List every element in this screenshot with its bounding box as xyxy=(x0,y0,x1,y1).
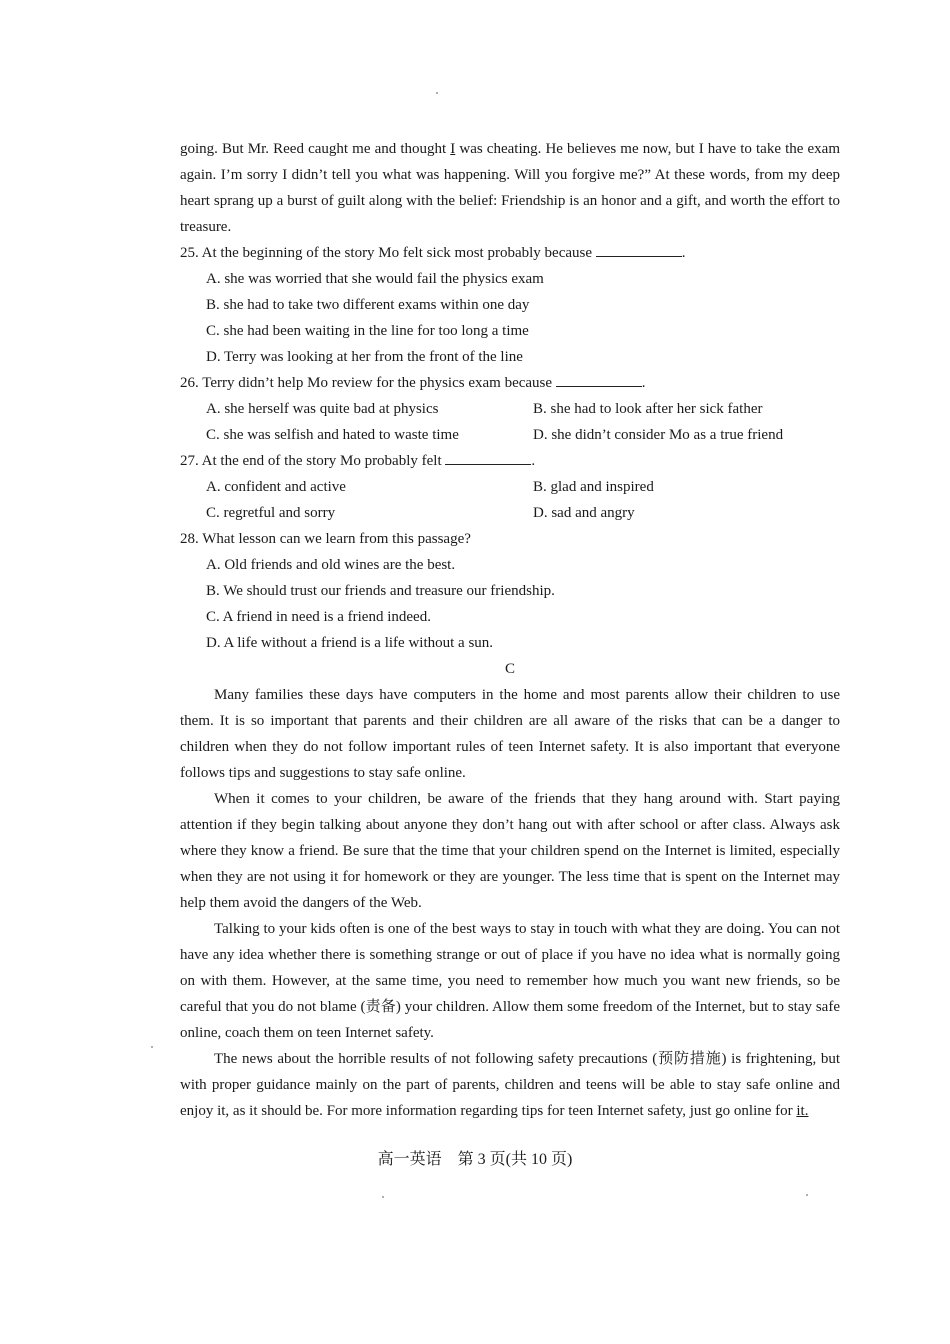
text-span: was cheating. He believes me now, but I have to take the exam again. I’m sorry I didn’t tell you what was happening. Will you forgive me?” At these words, from my deep heart sprang up a burst of guilt along with the belief: Friendship is an honor and a gift, and worth the effort to treasure. xyxy=(180,141,840,235)
question-stem: 28. What lesson can we learn from this passage? xyxy=(180,531,471,547)
text-span: going. But Mr. Reed caught me and thought xyxy=(180,141,451,157)
answer-blank xyxy=(556,372,642,387)
question-26 xyxy=(180,370,840,448)
stem-text: 26. Terry didn’t help Mo review for the physics exam because xyxy=(180,375,553,391)
question-stem: 27. At the end of the story Mo probably felt . xyxy=(180,448,840,474)
passage-c-paragraph-2: When it comes to your children, be aware of the friends that they hang around with. Start paying attention if they begin talking about anyone they don’t hang out with after school or after class. Always ask where they know a friend. Be sure that the time that your children spend on the Internet is limited, especially when they are not using it for homework or they are younger. The less time that is spent on the Internet may help them avoid the dangers of the Web. xyxy=(180,791,840,911)
section-heading: C xyxy=(504,661,515,677)
stem-text: 25. At the beginning of the story Mo felt sick most probably because xyxy=(180,245,593,261)
option-a: A. confident and active xyxy=(206,479,346,495)
stem-text: 27. At the end of the story Mo probably felt xyxy=(180,453,442,469)
passage-c-paragraph-4 xyxy=(180,1046,840,1124)
option-b: B. We should trust our friends and treasure our friendship. xyxy=(206,583,555,599)
options-row xyxy=(206,396,840,422)
underlined-word: I xyxy=(450,141,456,157)
passage-b-closing-paragraph xyxy=(180,136,840,240)
option-d: D. sad and angry xyxy=(533,505,635,521)
page-content xyxy=(180,136,840,1124)
scan-speck xyxy=(382,1196,384,1198)
answer-blank xyxy=(445,450,531,465)
option-c: C. regretful and sorry xyxy=(206,505,336,521)
question-25 xyxy=(180,240,840,370)
scan-speck xyxy=(806,1194,808,1196)
options-row xyxy=(206,422,840,448)
scan-speck xyxy=(151,1046,153,1048)
options-row xyxy=(206,474,840,500)
option-c: C. A friend in need is a friend indeed. xyxy=(206,609,431,625)
option-c: C. she had been waiting in the line for too long a time xyxy=(206,323,529,339)
option-a: A. Old friends and old wines are the best. xyxy=(206,557,456,573)
question-stem: 25. At the beginning of the story Mo felt sick most probably because . xyxy=(180,240,840,266)
question-stem: 26. Terry didn’t help Mo review for the physics exam because . xyxy=(180,370,840,396)
option-d: D. she didn’t consider Mo as a true friend xyxy=(533,427,784,443)
answer-blank xyxy=(596,242,682,257)
page-footer: 高一英语 第 3 页(共 10 页) xyxy=(377,1151,573,1168)
question-28 xyxy=(180,526,840,656)
option-b: B. she had to look after her sick father xyxy=(533,401,763,417)
passage-c-paragraph-3: Talking to your kids often is one of the best ways to stay in touch with what they are doing. You can not have any idea whether there is something strange or out of place if you have no idea what is normally going on with them. However, at the same time, you need to remember how much you want new friends, so be careful that you do not blame (责备) your children. Allow them some freedom of the Internet, but to stay safe online, coach them on teen Internet safety. xyxy=(180,921,840,1041)
option-c: C. she was selfish and hated to waste time xyxy=(206,427,459,443)
option-b: B. glad and inspired xyxy=(533,479,654,495)
options-row xyxy=(206,500,840,526)
question-27 xyxy=(180,448,840,526)
text-span: The news about the horrible results of not following safety precautions (预防措施) is frightening, but with proper guidance mainly on the part of parents, children and teens will be able to stay safe online and enjoy it, as it should be. For more information regarding tips for teen Internet safety, just go online for xyxy=(180,1051,840,1119)
option-a: A. she was worried that she would fail the physics exam xyxy=(206,271,544,287)
option-a: A. she herself was quite bad at physics xyxy=(206,401,439,417)
underlined-word: it. xyxy=(796,1103,809,1119)
scan-speck xyxy=(436,92,438,94)
option-d: D. Terry was looking at her from the front of the line xyxy=(206,349,523,365)
passage-c-paragraph-1: Many families these days have computers in the home and most parents allow their children to use them. It is so important that parents and their children are all aware of the risks that can be a danger to children when they do not follow important rules of teen Internet safety. It is also important that everyone follows tips and suggestions to stay safe online. xyxy=(180,687,840,781)
option-b: B. she had to take two different exams within one day xyxy=(206,297,530,313)
option-d: D. A life without a friend is a life without a sun. xyxy=(206,635,494,651)
